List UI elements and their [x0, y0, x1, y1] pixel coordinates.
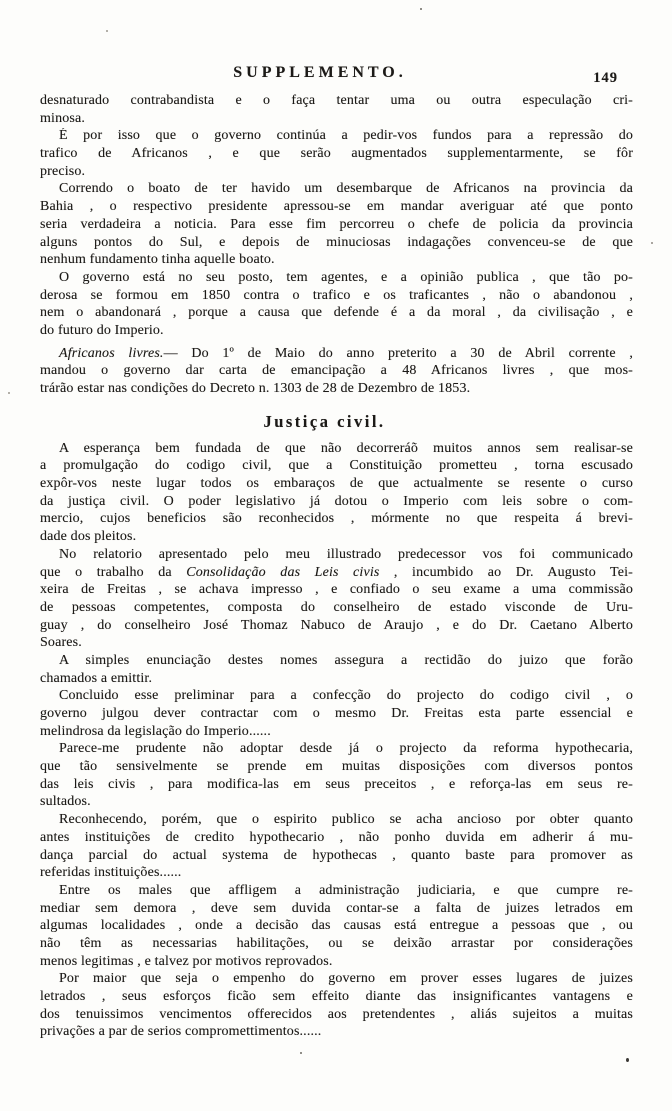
text-line [40, 164, 633, 182]
text-run: A simples enunciação destes nomes assegura a rectidão do juizo que forão [59, 652, 633, 668]
text-line [40, 848, 633, 866]
text-line [40, 671, 633, 689]
page-header [0, 64, 672, 88]
text-run: É por isso que o governo continúa a pedir-vos fundos para a repressão do [59, 128, 633, 144]
scan-speck [300, 1052, 302, 1054]
text-line [40, 582, 633, 600]
text-line [40, 635, 633, 653]
text-line [40, 936, 633, 954]
text-run: das leis civis , para modifica-las em seus preceitos , e reforça-las em seus re- [40, 776, 633, 792]
text-line [40, 146, 633, 164]
text-line [40, 217, 633, 235]
text-run: Correndo o boato de ter havido um desembarque de Africanos na provincia da [59, 181, 633, 197]
scan-speck [106, 30, 108, 32]
text-line [40, 494, 633, 512]
text-run: dança parcial do actual systema de hypothecas , quanto baste para promover as [40, 847, 633, 863]
text-line [40, 883, 633, 901]
paragraph [40, 270, 633, 341]
text-run: trárão estar nas condições do Decreto n. 1303 de 28 de Dezembro de 1853. [40, 381, 471, 396]
text-line [40, 724, 633, 742]
text-line [40, 476, 633, 494]
text-line [40, 199, 633, 217]
text-run: não têm as necessarias habilitações, ou se deixão arrastar por considerações [40, 935, 633, 951]
text-run: No relatorio apresentado pelo meu illustrado predecessor vos foi communicado [59, 546, 633, 562]
paragraph [40, 181, 633, 269]
text-line [40, 777, 633, 795]
text-line [40, 741, 633, 759]
text-line [40, 323, 633, 341]
text-run: do futuro do Imperio. [40, 322, 164, 338]
paragraph [40, 441, 633, 547]
paragraph [40, 346, 633, 399]
text-line [40, 346, 633, 364]
text-run: de pessoas competentes, composta do conselheiro de estado visconde de Uru- [40, 599, 633, 615]
text-run: Bahia , o respectivo presidente apressou-se em mandar averiguar até que ponto [40, 199, 633, 215]
text-run: algumas localidades , onde a decisão das causas está entregue a pessoas que , ou [40, 918, 633, 934]
paragraph [40, 93, 633, 128]
text-line [40, 600, 633, 618]
text-line [40, 954, 633, 972]
text-run: que o trabalho da [40, 564, 187, 580]
text-run: melindrosa da legislação do Imperio...... [40, 723, 271, 739]
text-run: nenhum fundamento tinha aquelle boato. [40, 252, 275, 268]
text-run: minosa. [40, 110, 85, 126]
text-run: Africanos livres. [59, 345, 164, 361]
text-run: Parece-me prudente não adoptar desde já o projecto da reforma hypothecaria, [59, 741, 633, 757]
text-run: desnaturado contrabandista e o faça tentar uma ou outra especulação cri- [40, 93, 633, 108]
text-line [40, 529, 633, 547]
text-block-after-heading [40, 441, 633, 1042]
text-run: Consolidação das Leis civis [186, 564, 380, 580]
scan-speck [651, 242, 653, 244]
text-run: trafico de Africanos , e que serão augmentados supplementarmente, se fôr [40, 146, 633, 162]
paragraph [40, 688, 633, 741]
text-run: menos legitimas , e talvez por motivos reprovados. [40, 953, 333, 969]
text-line [40, 547, 633, 565]
text-line [40, 830, 633, 848]
text-line [40, 918, 633, 936]
text-run: a promulgação do codigo civil, que a Constituição prometteu , torna escusado [40, 458, 633, 474]
text-line [40, 128, 633, 146]
section-heading: Justiça civil. [263, 411, 386, 431]
text-run: mercio, cujos beneficios são reconhecidos , mórmente no que respeita á brevi- [40, 511, 633, 527]
text-line [40, 181, 633, 199]
text-line [40, 270, 633, 288]
paragraph [40, 971, 633, 1042]
text-run: seria verdadeira a noticia. Para esse fim percorreu o chefe de policia da provincia [40, 216, 633, 232]
page-body [40, 93, 633, 1042]
text-run: Concluido esse preliminar para a confecção do projecto do codigo civil , o [59, 688, 633, 704]
text-run: xeira de Freitas , se achava impresso , e confiado o seu exame a uma commissão [40, 582, 633, 598]
scan-speck [8, 392, 10, 394]
text-run: Por maior que seja o empenho do governo em prover esses lugares de juizes [59, 971, 633, 987]
text-line [40, 759, 633, 777]
text-line [40, 363, 633, 381]
text-line [40, 511, 633, 529]
text-line [40, 989, 633, 1007]
paragraph [40, 128, 633, 181]
text-run: derosa se formou em 1850 contra o trafico e os traficantes , não o abandonou , [40, 287, 633, 303]
text-run: Soares. [40, 635, 82, 651]
text-line [40, 653, 633, 671]
text-run: guay , do conselheiro José Thomaz Nabuco de Araujo , e do Dr. Caetano Alberto [40, 617, 633, 633]
text-run: referidas instituições...... [40, 865, 182, 881]
text-line [40, 93, 633, 111]
text-run: Reconhecendo, porém, que o espirito publico se acha ancioso por obter quanto [59, 812, 633, 828]
text-line [40, 458, 633, 476]
paragraph [40, 653, 633, 688]
text-run: antes instituições de credito hypothecario , não ponho duvida em adherir á mu- [40, 829, 633, 845]
text-line [40, 865, 633, 883]
text-line [40, 901, 633, 919]
text-line [40, 441, 633, 459]
text-run: que tão sensivelmente se prende em muitas disposições com diversos pontos [40, 759, 633, 775]
text-run: expôr-vos neste lugar todos os embaraços de que actualmente se resente o curso [40, 476, 633, 492]
text-run: dade dos pleitos. [40, 529, 137, 545]
text-line [40, 111, 633, 129]
paragraph [40, 547, 633, 653]
text-block-before-heading [40, 93, 633, 399]
paragraph [40, 883, 633, 971]
text-run: mandou o governo dar carta de emancipação a 48 Africanos livres , que mos- [40, 363, 633, 379]
text-line [40, 288, 633, 306]
text-run: — Do 1º de Maio do anno preterito a 30 de Abril corrente , [163, 345, 633, 361]
text-run: privações a par de serios compromettimentos...... [40, 1024, 322, 1040]
scan-speck [626, 1058, 629, 1062]
text-run: letrados , seus esforços ficão sem effeito diante das insignificantes vantagens e [40, 989, 633, 1004]
paragraph [40, 741, 633, 812]
page-number: 149 [593, 70, 618, 86]
text-run: Entre os males que affligem a administração judiciaria, e que cumpre re- [59, 882, 633, 898]
text-line [40, 252, 633, 270]
text-run: da justiça civil. O poder legislativo já dotou o Imperio com leis sobre o com- [40, 493, 633, 509]
text-line [40, 305, 633, 323]
text-run: governo julgou dever contractar com o mesmo Dr. Freitas esta parte essencial e [40, 706, 633, 721]
text-line [40, 1007, 633, 1025]
text-line [40, 618, 633, 636]
text-line [40, 1024, 633, 1042]
scan-speck [420, 8, 422, 10]
text-run: A esperança bem fundada de que não decorreráõ muitos annos sem realisar-se [59, 440, 633, 456]
running-title: SUPPLEMENTO. [233, 64, 407, 81]
text-line [40, 688, 633, 706]
text-run: dos tenuissimos vencimentos offerecidos aos pretendentes , aliás sujeitos a muitas [40, 1006, 633, 1022]
text-line [40, 235, 633, 253]
text-run: alguns pontos do Sul, e depois de minuciosas indagações convenceu-se de que [40, 234, 633, 250]
text-line [40, 565, 633, 583]
text-run: mediar sem demora , deve sem duvida contar-se a falta de juizes letrados em [40, 900, 633, 916]
paragraph [40, 812, 633, 883]
text-run: , incumbido ao Dr. Augusto Tei- [379, 564, 633, 580]
text-line [40, 812, 633, 830]
text-run: nem o abandonará , porque a causa que defende é a da moral , da civilisação , e [40, 305, 633, 321]
text-line [40, 381, 633, 399]
text-line [40, 794, 633, 812]
text-line [40, 706, 633, 724]
text-line [40, 971, 633, 989]
text-run: O governo está no seu posto, tem agentes, e a opinião publica , que tão po- [59, 269, 633, 285]
text-run: preciso. [40, 163, 86, 179]
text-run: sultados. [40, 794, 91, 810]
text-run: chamados a emittir. [40, 670, 153, 686]
